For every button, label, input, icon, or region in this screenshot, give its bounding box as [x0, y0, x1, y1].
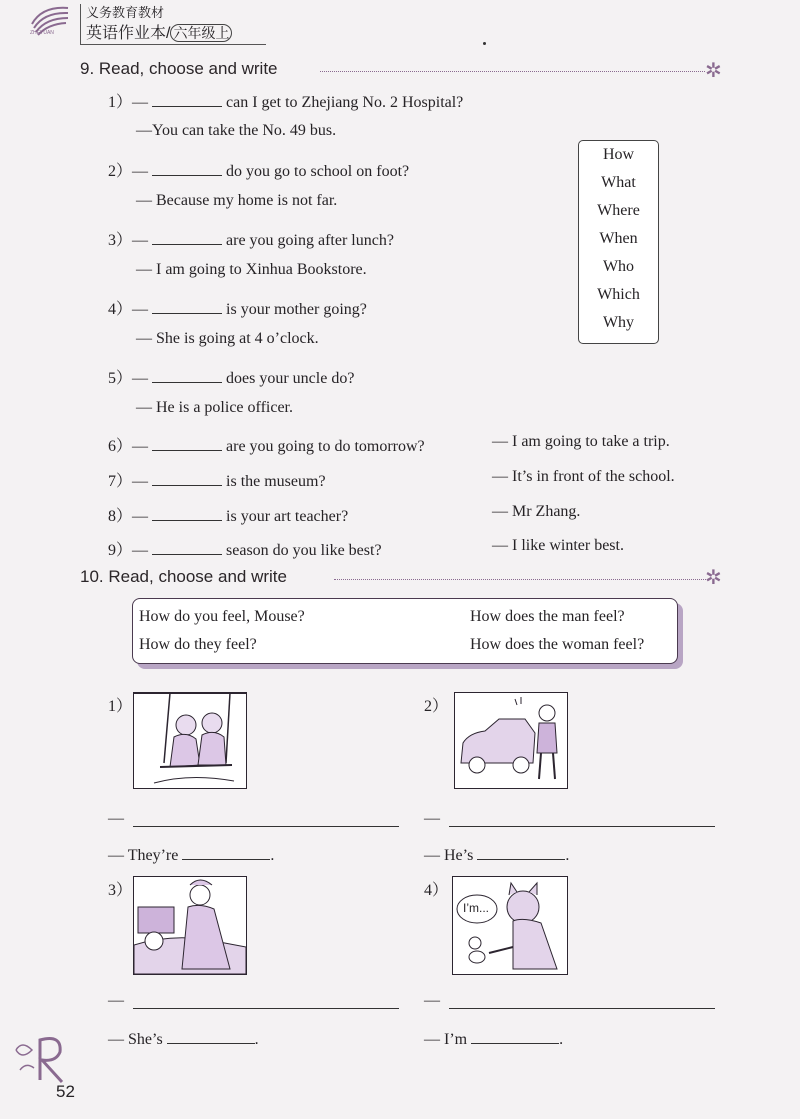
- item-1-dash: —: [108, 810, 124, 827]
- answer-blank[interactable]: [152, 540, 222, 555]
- word-bank-item: Which: [597, 286, 640, 303]
- response-prefix: — He’s: [424, 847, 474, 864]
- response-suffix: .: [559, 1031, 564, 1048]
- decorative-swirl-icon: [12, 1020, 82, 1090]
- answer-8: — Mr Zhang.: [492, 503, 581, 520]
- question-4: [108, 296, 367, 319]
- answer-3: — I am going to Xinhua Bookstore.: [136, 261, 367, 278]
- question-dash: —: [132, 163, 149, 180]
- question-8: [108, 503, 348, 526]
- picture-swinging-girls: [133, 692, 247, 789]
- header-series: 义务教育教材: [86, 5, 165, 20]
- picture-cat-and-mouse: [452, 876, 568, 975]
- phrase-item: How does the man feel?: [470, 608, 625, 625]
- response-prefix: — They’re: [108, 847, 179, 864]
- response-suffix: .: [254, 1031, 259, 1048]
- word-bank-item: What: [601, 174, 636, 191]
- page-number: 52: [56, 1082, 75, 1101]
- question-dash: —: [132, 370, 149, 387]
- answer-blank[interactable]: [152, 92, 222, 107]
- question-number: 8）: [108, 508, 133, 525]
- item-1-answer-line[interactable]: [133, 826, 399, 827]
- word-bank-item: Who: [602, 258, 635, 275]
- question-1: [108, 89, 463, 112]
- section-9-star-icon: ✲: [705, 60, 722, 82]
- response-blank[interactable]: [182, 845, 270, 860]
- dot-mark: [483, 42, 486, 45]
- item-3-answer-line[interactable]: [133, 1008, 399, 1009]
- publisher-logo-icon: [28, 2, 72, 42]
- section-10-dotted-rule: [334, 579, 706, 580]
- question-text: is your art teacher?: [226, 508, 349, 525]
- item-2-number: 2）: [424, 698, 449, 715]
- header-divider: [80, 4, 81, 44]
- answer-blank[interactable]: [152, 436, 222, 451]
- cat-mouse-illustration-icon: [453, 877, 567, 974]
- section-9-dotted-rule: [320, 71, 705, 72]
- picture-woman-and-sick-child: [133, 876, 247, 975]
- swing-illustration-icon: [134, 693, 246, 788]
- header-grade: 六年级上: [170, 24, 232, 42]
- question-3: [108, 227, 394, 250]
- question-dash: —: [132, 473, 149, 490]
- phrase-item: How does the woman feel?: [470, 636, 645, 653]
- phrase-box: [132, 598, 678, 664]
- answer-6: — I am going to take a trip.: [492, 433, 670, 450]
- question-dash: —: [132, 232, 149, 249]
- item-4-dash: —: [424, 992, 440, 1009]
- section-10-star-icon: ✲: [705, 567, 722, 589]
- answer-4: — She is going at 4 o’clock.: [136, 330, 319, 347]
- item-2-response: [424, 845, 569, 865]
- question-text: season do you like best?: [226, 542, 382, 559]
- question-text: is the museum?: [226, 473, 326, 490]
- answer-blank[interactable]: [152, 230, 222, 245]
- question-6: [108, 433, 425, 456]
- response-prefix: — She’s: [108, 1031, 163, 1048]
- item-1-number: 1）: [108, 698, 133, 715]
- item-2-answer-line[interactable]: [449, 826, 715, 827]
- question-text: are you going to do tomorrow?: [226, 438, 425, 455]
- question-number: 7）: [108, 473, 133, 490]
- answer-blank[interactable]: [152, 299, 222, 314]
- question-text: is your mother going?: [226, 301, 367, 318]
- word-bank: [578, 140, 659, 344]
- section-10-title: 10. Read, choose and write: [80, 567, 287, 586]
- response-prefix: — I’m: [424, 1031, 468, 1048]
- logo-text: ZHEYUAN: [30, 30, 54, 36]
- item-2-dash: —: [424, 810, 440, 827]
- answer-blank[interactable]: [152, 161, 222, 176]
- car-illustration-icon: [455, 693, 567, 788]
- answer-2: — Because my home is not far.: [136, 192, 338, 209]
- section-9-title: 9. Read, choose and write: [80, 59, 278, 78]
- phrase-item: How do you feel, Mouse?: [139, 608, 305, 625]
- question-text: do you go to school on foot?: [226, 163, 410, 180]
- word-bank-item: Where: [597, 202, 640, 219]
- question-number: 4）: [108, 301, 133, 318]
- answer-5: — He is a police officer.: [136, 399, 293, 416]
- bedroom-illustration-icon: [134, 877, 246, 974]
- answer-1: —You can take the No. 49 bus.: [136, 122, 337, 139]
- question-number: 1）: [108, 94, 133, 111]
- question-number: 3）: [108, 232, 133, 249]
- answer-blank[interactable]: [152, 471, 222, 486]
- question-text: can I get to Zhejiang No. 2 Hospital?: [226, 94, 464, 111]
- response-suffix: .: [565, 847, 570, 864]
- speech-bubble-text: I’m...: [463, 901, 489, 915]
- item-3-response: [108, 1029, 259, 1049]
- response-blank[interactable]: [477, 845, 565, 860]
- question-text: does your uncle do?: [226, 370, 355, 387]
- answer-blank[interactable]: [152, 368, 222, 383]
- header-book-title: 英语作业本: [86, 25, 167, 42]
- question-9: [108, 537, 382, 560]
- question-dash: —: [132, 542, 149, 559]
- item-3-dash: —: [108, 992, 124, 1009]
- question-7: [108, 468, 326, 491]
- item-4-answer-line[interactable]: [449, 1008, 715, 1009]
- word-bank-item: How: [602, 146, 635, 163]
- answer-blank[interactable]: [152, 506, 222, 521]
- item-4-response: [424, 1029, 563, 1049]
- question-number: 5）: [108, 370, 133, 387]
- answer-9: — I like winter best.: [492, 537, 624, 554]
- response-suffix: .: [270, 847, 275, 864]
- phrase-item: How do they feel?: [139, 636, 257, 653]
- header-slash: /: [166, 25, 171, 42]
- question-number: 9）: [108, 542, 133, 559]
- question-5: [108, 365, 354, 388]
- word-bank-item: Why: [602, 314, 635, 331]
- answer-7: — It’s in front of the school.: [492, 468, 675, 485]
- picture-man-and-car: [454, 692, 568, 789]
- question-dash: —: [132, 301, 149, 318]
- question-number: 2）: [108, 163, 133, 180]
- word-bank-item: When: [599, 230, 638, 247]
- item-1-response: [108, 845, 274, 865]
- response-blank[interactable]: [471, 1029, 559, 1044]
- header-underline: [80, 44, 266, 45]
- question-text: are you going after lunch?: [226, 232, 394, 249]
- response-blank[interactable]: [167, 1029, 255, 1044]
- header-title-row: [86, 20, 232, 43]
- item-3-number: 3）: [108, 882, 133, 899]
- question-dash: —: [132, 438, 149, 455]
- question-dash: —: [132, 508, 149, 525]
- question-number: 6）: [108, 438, 133, 455]
- question-dash: —: [132, 94, 149, 111]
- question-2: [108, 158, 409, 181]
- item-4-number: 4）: [424, 882, 449, 899]
